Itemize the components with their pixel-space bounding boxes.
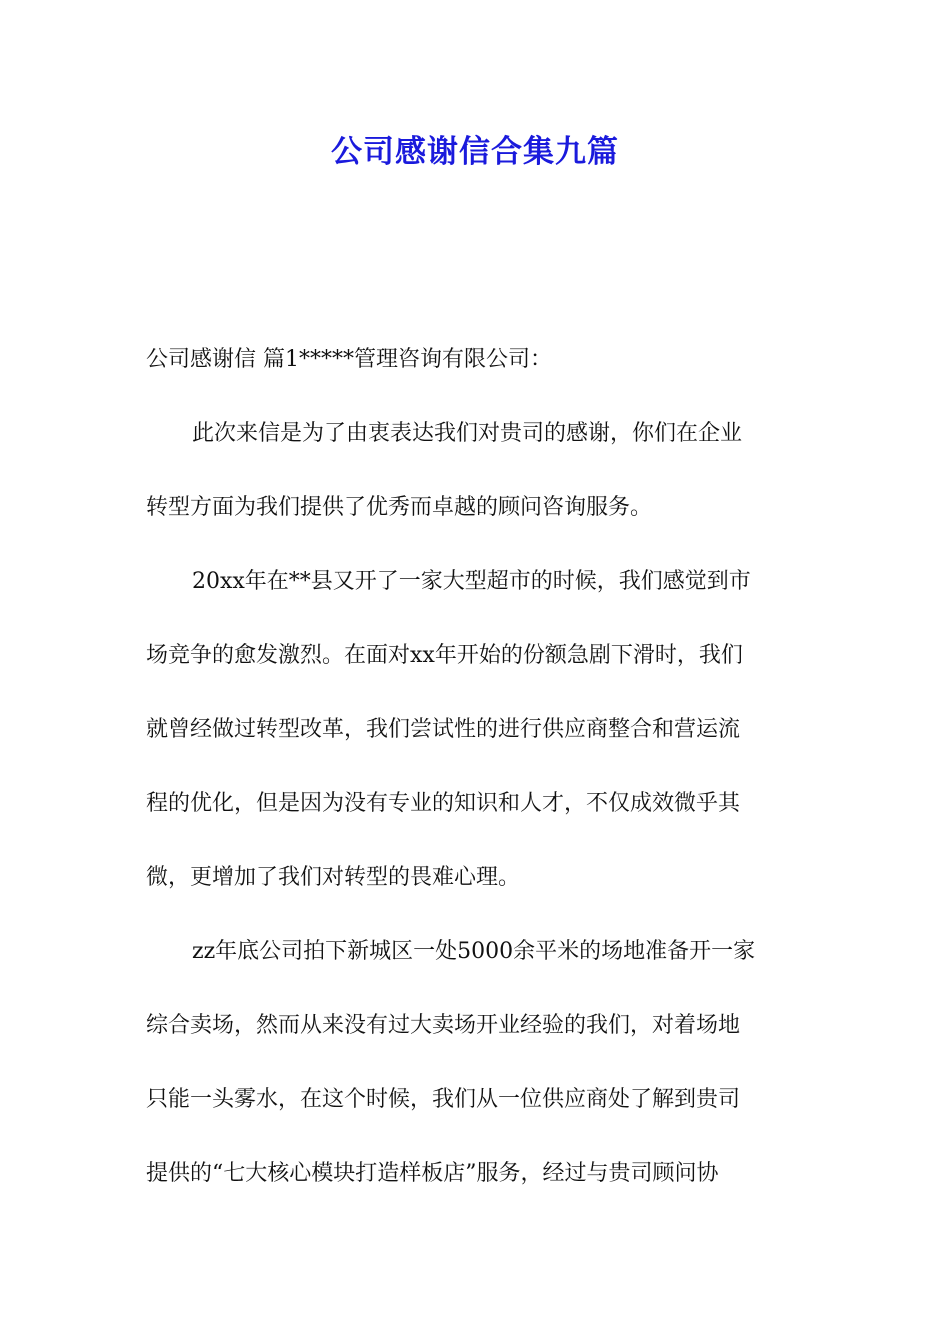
paragraph-line: zz年底公司拍下新城区一处5000余平米的场地准备开一家 <box>192 939 756 964</box>
paragraph-line: 只能一头雾水，在这个时候，我们从一位供应商处了解到贵司 <box>146 1087 741 1112</box>
paragraph-line: 就曾经做过转型改革，我们尝试性的进行供应商整合和营运流 <box>146 717 741 742</box>
paragraph-line: 程的优化，但是因为没有专业的知识和人才，不仅成效微乎其 <box>146 791 741 816</box>
paragraph-line: 提供的“七大核心模块打造样板店”服务，经过与贵司顾问协 <box>146 1161 719 1186</box>
paragraph-line: 转型方面为我们提供了优秀而卓越的顾问咨询服务。 <box>146 495 653 520</box>
document-title: 公司感谢信合集九篇 <box>331 134 619 170</box>
salutation-line: 公司感谢信 篇1*****管理咨询有限公司： <box>146 347 552 372</box>
paragraph-line: 此次来信是为了由衷表达我们对贵司的感谢，你们在企业 <box>192 421 743 446</box>
paragraph-line: 20xx年在**县又开了一家大型超市的时候，我们感觉到市 <box>192 569 751 594</box>
paragraph-line: 微，更增加了我们对转型的畏难心理。 <box>146 865 521 890</box>
paragraph-line: 场竞争的愈发激烈。在面对xx年开始的份额急剧下滑时，我们 <box>146 643 743 668</box>
document-body <box>146 340 808 1228</box>
paragraph-line: 综合卖场，然而从来没有过大卖场开业经验的我们，对着场地 <box>146 1013 741 1038</box>
